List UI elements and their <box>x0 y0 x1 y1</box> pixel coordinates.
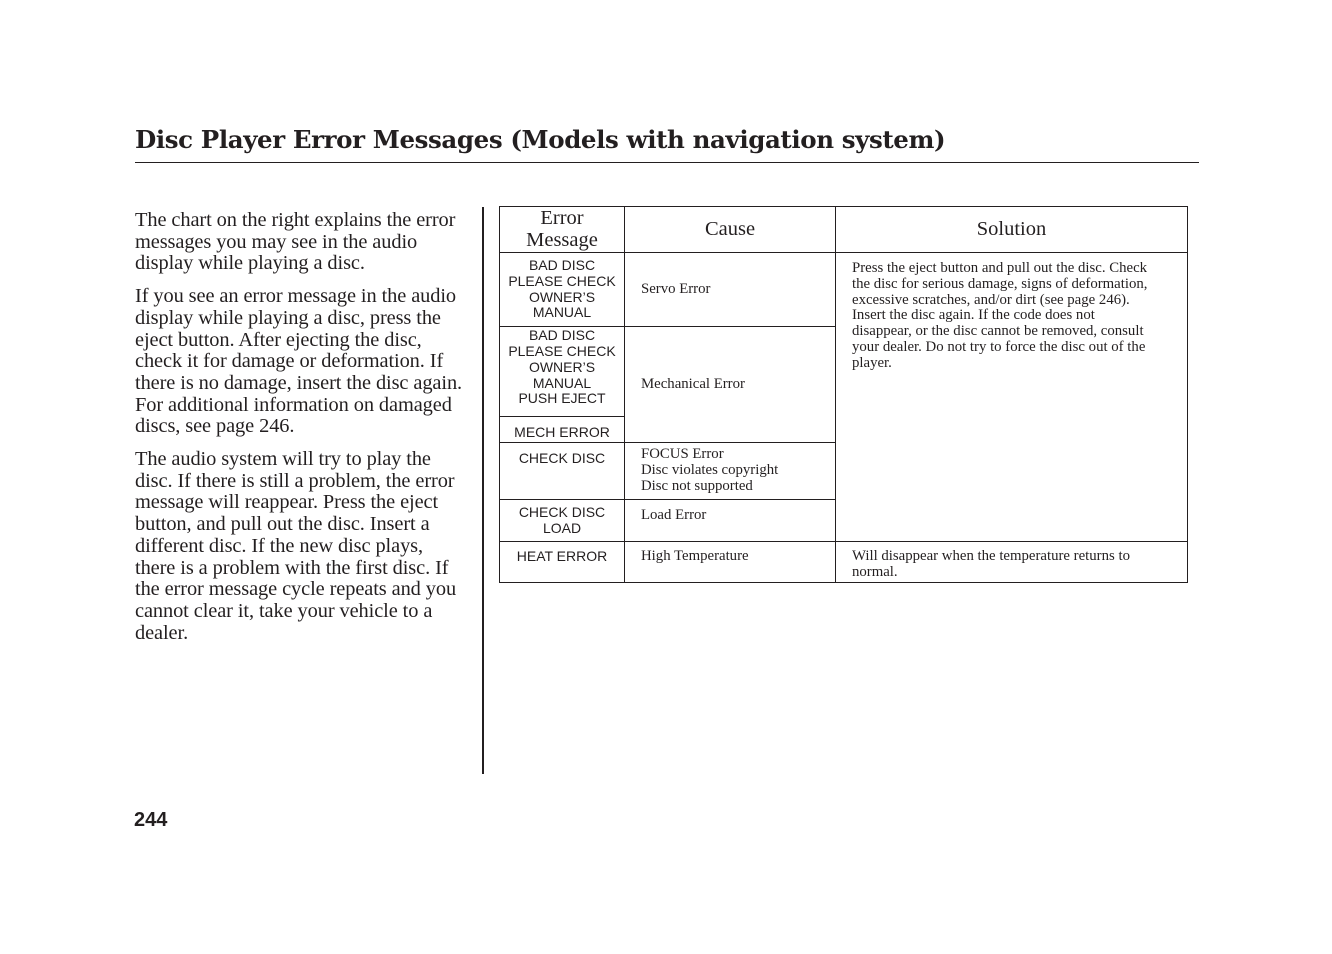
error-message-cell <box>500 542 625 583</box>
table-row <box>500 253 1188 327</box>
message-line: LOAD <box>542 519 582 536</box>
cause-cell <box>625 542 836 583</box>
cause-line: Disc violates copyright <box>641 462 779 479</box>
intro-paragraph: The audio system will try to play the disc. If there is still a problem, the error message will reappear. Press the eject button, and pull out the disc. Insert a different disc. If the new disc plays, there is a problem with the first disc. If the error message cycle repeats and you cannot clear it, take your vehicle to a dealer. <box>135 448 457 644</box>
solution-line: player. <box>852 354 892 371</box>
cause-cell <box>625 253 836 327</box>
solution-line: Insert the disc again. If the code does not <box>852 307 1095 324</box>
intro-paragraph: If you see an error message in the audio display while playing a disc, press the eject button. After ejecting the disc, check it for damage or deformation. If there is no damage, insert the disc again. For additional information on damaged discs, see page 246. <box>135 285 463 438</box>
solution-line: your dealer. Do not try to force the disc out of the <box>852 338 1146 355</box>
error-messages-table <box>499 206 1188 583</box>
cause-line: Disc not supported <box>641 477 753 494</box>
solution-line: excessive scratches, and/or dirt (see page 246). <box>852 291 1130 308</box>
table-header-row <box>500 207 1188 253</box>
intro-text <box>135 210 465 655</box>
solution-line: Press the eject button and pull out the disc. Check <box>852 260 1148 276</box>
cause-line: Mechanical Error <box>641 375 745 392</box>
title-divider <box>135 162 1199 163</box>
message-line: MANUAL <box>532 304 592 321</box>
solution-line: normal. <box>852 563 898 580</box>
cause-line: Servo Error <box>641 280 711 297</box>
cause-cell <box>625 443 836 500</box>
message-line: CHECK DISC <box>518 503 606 520</box>
header-label: Message <box>526 228 598 251</box>
message-line: PLEASE CHECK <box>508 272 616 289</box>
message-line: MANUAL <box>532 374 592 391</box>
error-message-header <box>500 207 625 253</box>
message-line: CHECK DISC <box>518 450 606 466</box>
solution-cell <box>836 542 1188 583</box>
solution-cell <box>836 253 1188 542</box>
table-row <box>500 542 1188 583</box>
column-divider <box>482 207 484 774</box>
message-line: HEAT ERROR <box>516 548 608 564</box>
error-message-cell <box>500 253 625 327</box>
header-label: Error <box>540 207 584 229</box>
cause-line: Load Error <box>641 507 707 523</box>
message-line: OWNER’S <box>528 288 596 305</box>
solution-header: Solution <box>836 207 1188 253</box>
cause-line: FOCUS Error <box>641 446 724 463</box>
message-line: MECH ERROR <box>500 416 624 441</box>
intro-paragraph: The chart on the right explains the error messages you may see in the audio display while playing a disc. <box>135 209 456 275</box>
page-title: Disc Player Error Messages (Models with navigation system) <box>135 125 946 154</box>
solution-line: disappear, or the disc cannot be removed, consult <box>852 323 1144 340</box>
error-message-cell <box>500 443 625 500</box>
cause-cell <box>625 327 836 443</box>
message-line: BAD DISC <box>528 327 596 344</box>
page-number: 244 <box>134 809 168 831</box>
message-line: BAD DISC <box>528 256 596 273</box>
error-message-cell <box>500 500 625 542</box>
solution-line: Will disappear when the temperature returns to <box>852 548 1130 564</box>
error-message-cell <box>500 327 625 443</box>
message-line: OWNER’S <box>528 358 596 375</box>
cause-cell <box>625 500 836 542</box>
cause-header: Cause <box>625 207 836 253</box>
cause-line: High Temperature <box>641 548 749 564</box>
message-line: PLEASE CHECK <box>508 342 616 359</box>
solution-line: the disc for serious damage, signs of deformation, <box>852 275 1148 292</box>
message-line: PUSH EJECT <box>518 390 606 407</box>
